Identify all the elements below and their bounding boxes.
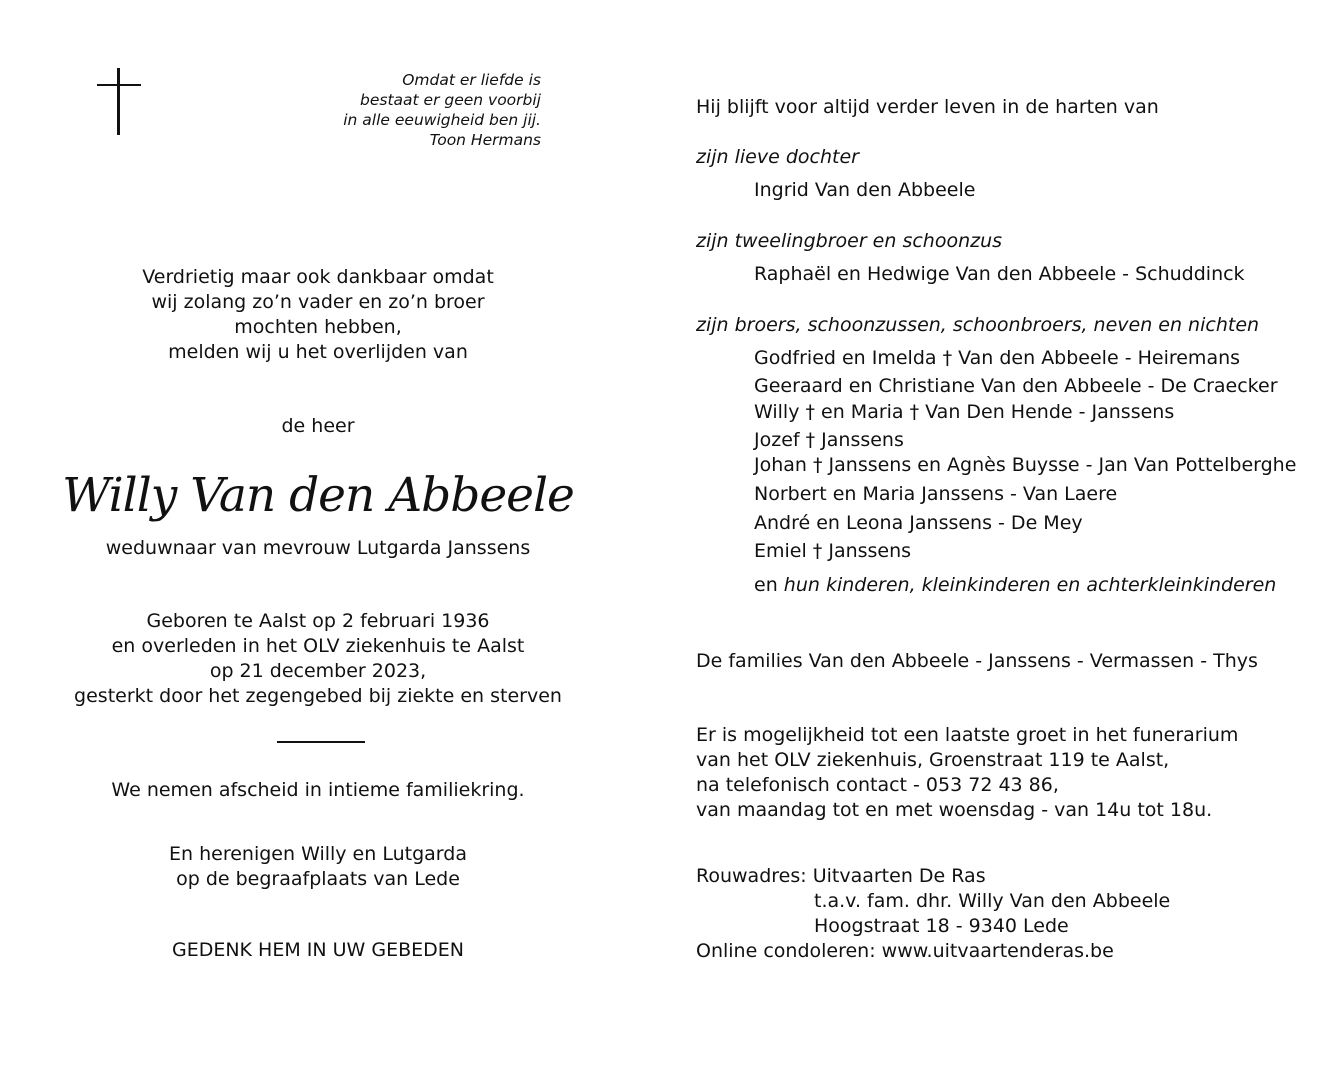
farewell-text: We nemen afscheid in intieme familiekring. — [111, 779, 525, 801]
group-heading: zijn tweelingbroer en schoonzus — [696, 230, 1003, 252]
family-member: Johan † Janssens en Agnès Buysse - Jan Van Pottelberghe — [754, 454, 1297, 476]
visit-line: van maandag tot en met woensdag - van 14u tot 18u. — [696, 799, 1213, 821]
address-label: Rouwadres: — [696, 865, 807, 887]
quote-line: in alle eeuwigheid ben jij. — [343, 111, 541, 129]
reunite-text — [48, 842, 588, 892]
address-line: Hoogstraat 18 - 9340 Lede — [814, 915, 1069, 937]
visit-line: na telefonisch contact - 053 72 43 86, — [696, 774, 1059, 796]
life-dates — [48, 609, 588, 709]
address-line: t.a.v. fam. dhr. Willy Van den Abbeele — [814, 890, 1171, 912]
family-member: Geeraard en Christiane Van den Abbeele - De Craecker — [754, 375, 1278, 397]
divider — [277, 741, 365, 743]
family-member: Ingrid Van den Abbeele — [754, 179, 976, 201]
descendants-text: hun kinderen, kleinkinderen en achterkleinkinderen — [783, 574, 1277, 596]
family-member: Norbert en Maria Janssens - Van Laere — [754, 483, 1118, 505]
intro-line: Verdrietig maar ook dankbaar omdat — [142, 266, 494, 288]
visit-line: Er is mogelijkheid tot een laatste groet in het funerarium — [696, 724, 1239, 746]
cross-icon — [97, 68, 141, 136]
visit-info — [696, 723, 1238, 823]
address-line: Uitvaarten De Ras — [812, 865, 986, 887]
families-line: De families Van den Abbeele - Janssens - Vermassen - Thys — [696, 650, 1258, 672]
widower-line: weduwnaar van mevrouw Lutgarda Janssens — [105, 537, 531, 559]
lead-text: Hij blijft voor altijd verder leven in de harten van — [696, 96, 1159, 118]
family-member: Raphaël en Hedwige Van den Abbeele - Schuddinck — [754, 263, 1245, 285]
visit-line: van het OLV ziekenhuis, Groenstraat 119 te Aalst, — [696, 749, 1170, 771]
prayer-text: GEDENK HEM IN UW GEBEDEN — [171, 939, 464, 961]
deceased-name: Willy Van den Abbeele — [62, 468, 574, 523]
intro-text — [48, 265, 588, 365]
intro-line: mochten hebben, — [234, 316, 402, 338]
reunite-line: En herenigen Willy en Lutgarda — [169, 843, 467, 865]
family-member: Jozef † Janssens — [754, 429, 904, 451]
family-member: Godfried en Imelda † Van den Abbeele - Heiremans — [754, 347, 1241, 369]
life-line: en overleden in het OLV ziekenhuis te Aalst — [111, 635, 525, 657]
family-member: André en Leona Janssens - De Mey — [754, 512, 1083, 534]
life-line: Geboren te Aalst op 2 februari 1936 — [146, 610, 490, 632]
life-line: op 21 december 2023, — [209, 660, 427, 682]
quote-line: Omdat er liefde is — [402, 71, 541, 89]
descendants-prefix: en — [754, 574, 778, 596]
reunite-line: op de begraafplaats van Lede — [176, 868, 460, 890]
family-member: Emiel † Janssens — [754, 540, 912, 562]
family-member: Willy † en Maria † Van Den Hende - Janssens — [754, 401, 1175, 423]
online-label: Online condoleren: — [696, 940, 876, 962]
online-url[interactable]: www.uitvaartenderas.be — [881, 940, 1114, 962]
quote-author: Toon Hermans — [429, 131, 541, 149]
life-line: gesterkt door het zegengebed bij ziekte en sterven — [74, 685, 562, 707]
descendants-line — [754, 574, 1276, 596]
address-block — [696, 864, 1170, 964]
intro-line: melden wij u het overlijden van — [168, 341, 468, 363]
quote-line: bestaat er geen voorbij — [360, 91, 541, 109]
group-heading: zijn broers, schoonzussen, schoonbroers, neven en nichten — [696, 314, 1260, 336]
quote — [343, 70, 541, 150]
intro-line: wij zolang zo’n vader en zo’n broer — [151, 291, 485, 313]
title-prefix: de heer — [281, 415, 355, 437]
group-heading: zijn lieve dochter — [696, 146, 859, 168]
